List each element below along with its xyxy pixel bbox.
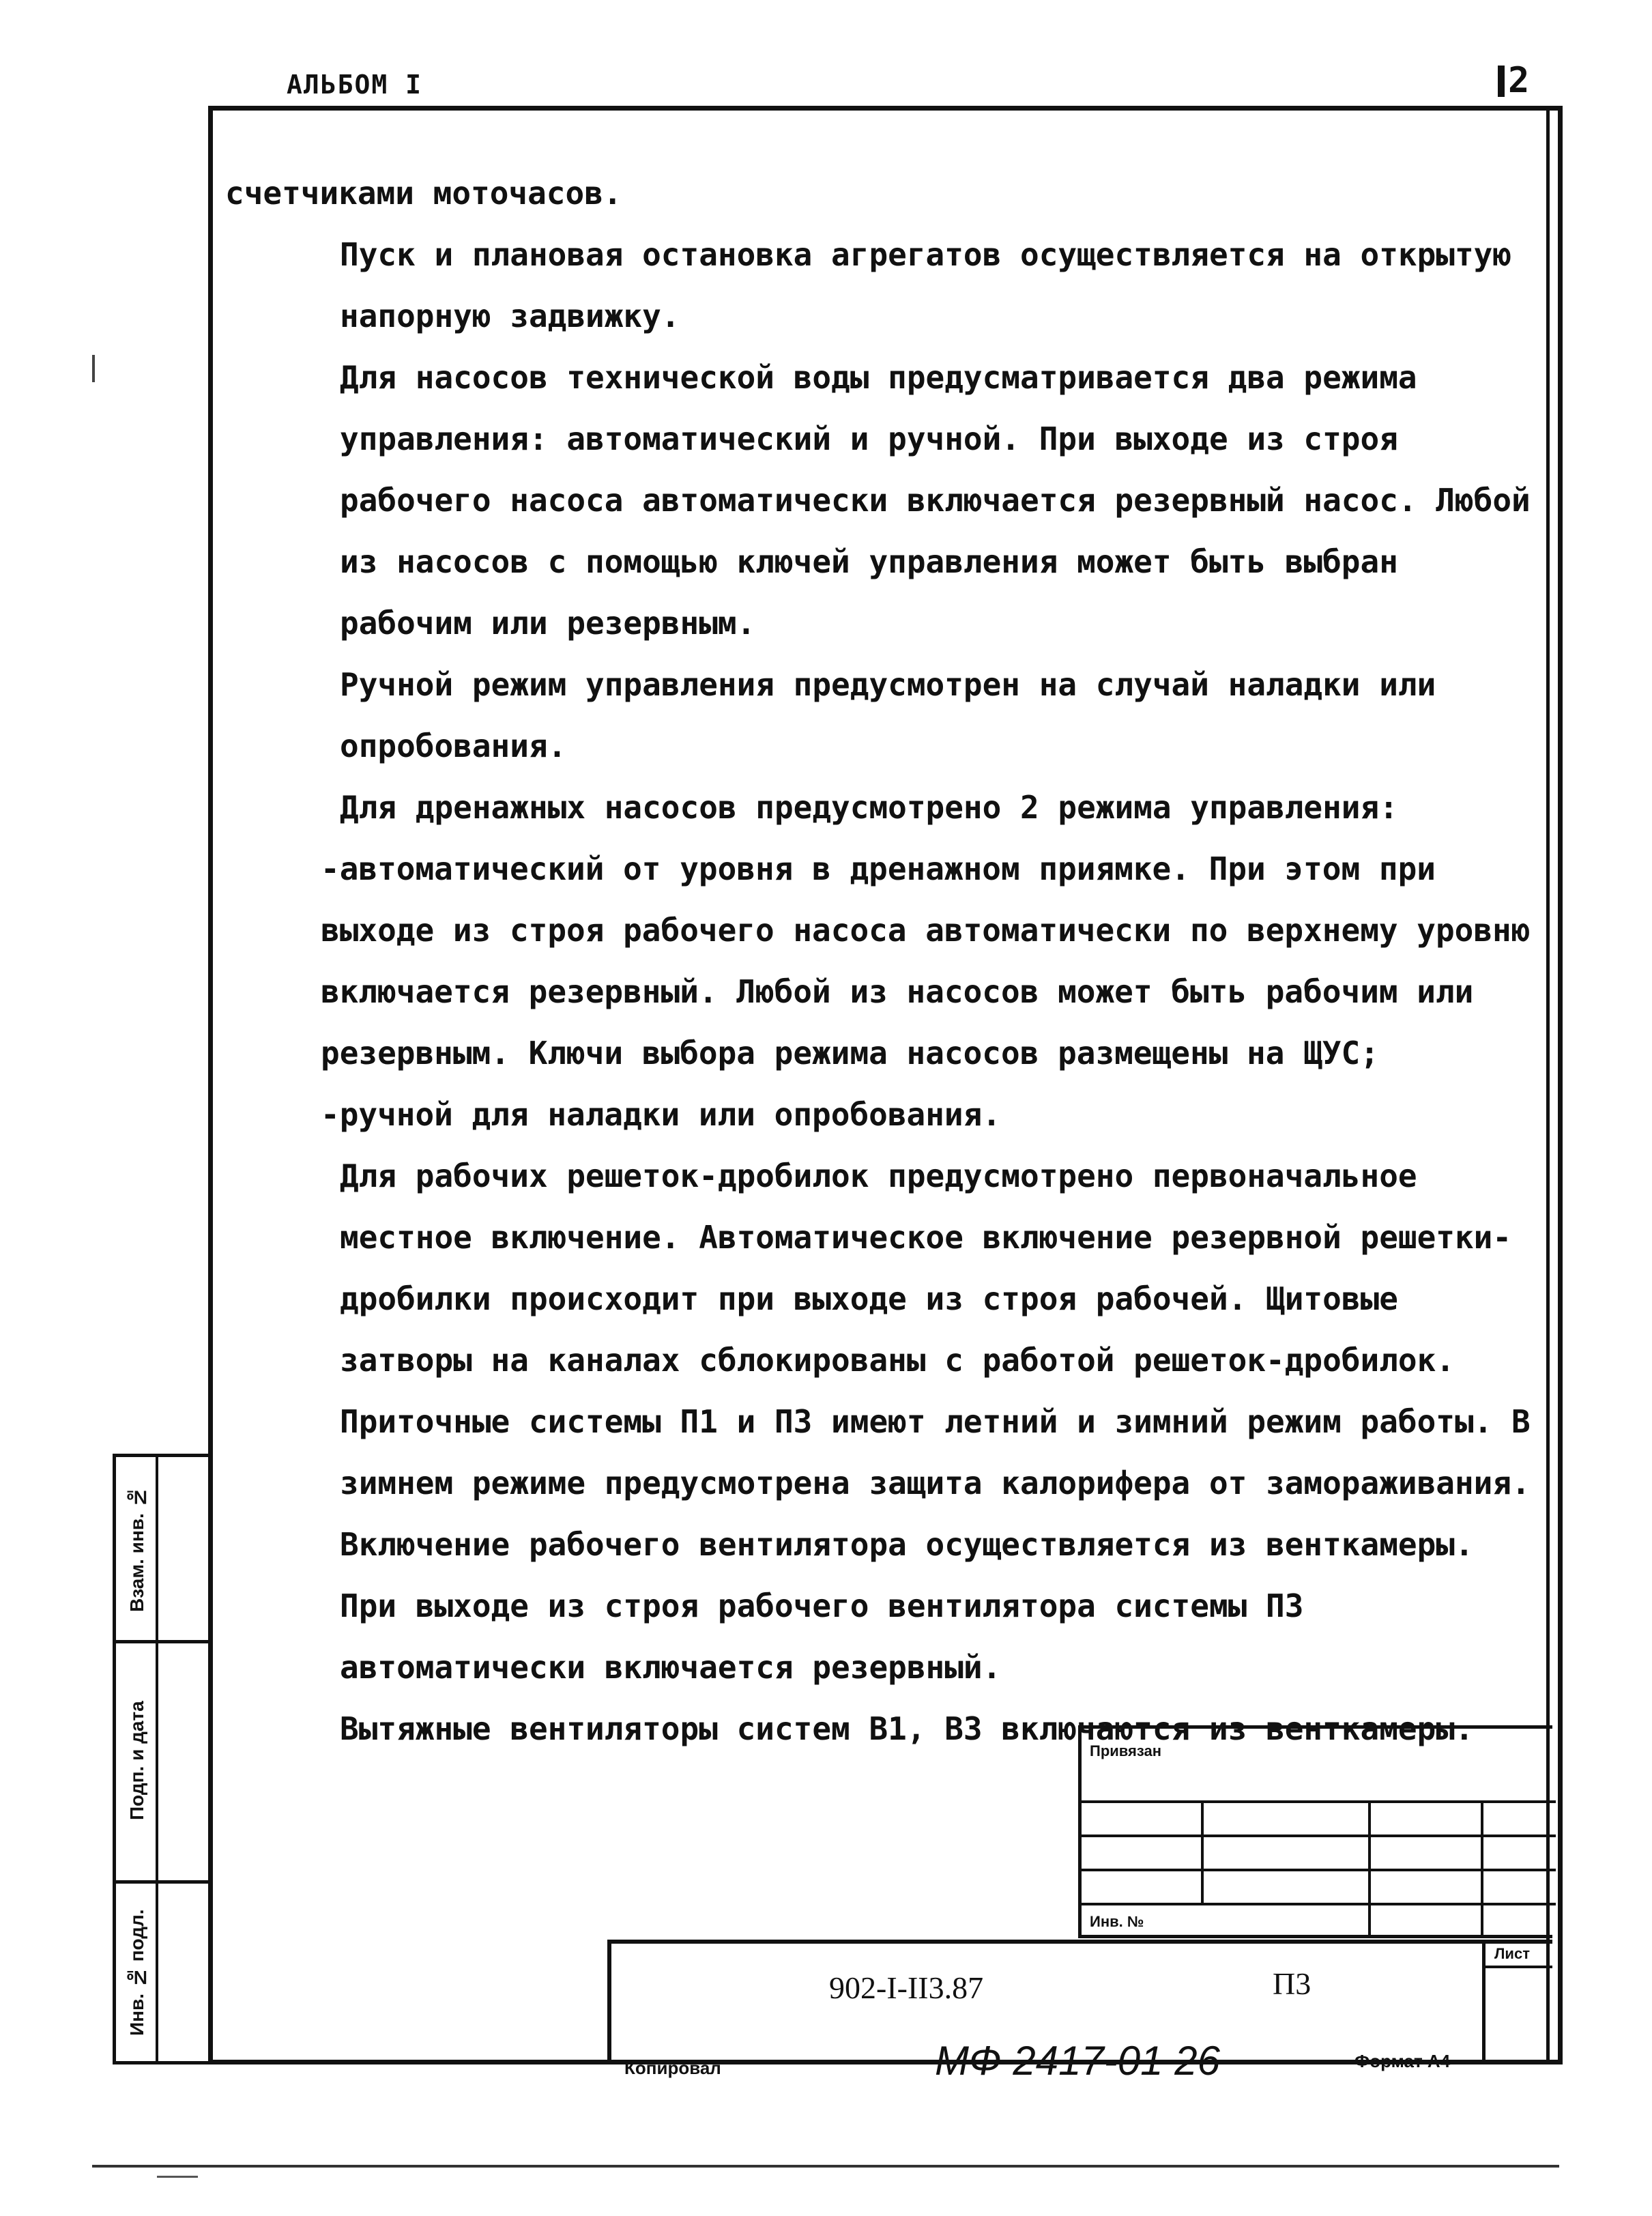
paragraph-2: Пуск и плановая остановка агрегатов осуществляется на открытую напорную задвижку.: [340, 236, 1512, 334]
margin-divider: [116, 1640, 208, 1643]
sheet-number: 2: [1508, 60, 1530, 101]
document-code: 902-I-II3.87: [829, 1970, 984, 2005]
paragraph-5: Для дренажных насосов предусмотрено 2 режима управления:: [340, 789, 1398, 826]
document-body: [225, 162, 1542, 1759]
paragraph-4: Ручной режим управления предусмотрен на случай наладки или опробования.: [340, 666, 1436, 764]
tb-line: [1482, 1966, 1552, 1968]
signature-date-label: Подп. и дата: [126, 1701, 147, 1821]
album-header: АЛЬБОМ I: [287, 70, 423, 100]
margin-divider: [116, 1880, 208, 1884]
title-block-upper: [1078, 1725, 1552, 1938]
tb-line: [1368, 1800, 1371, 1937]
margin-stamp: [113, 1454, 208, 2064]
corner-mark: [1498, 66, 1505, 97]
paragraph-3: Для насосов технической воды предусматривается два режима управления: автоматический и ручной. При выходе из строя рабочего насоса автоматически включается резервный насос. Любой из насосов с помощью ключей управления может быть выбран рабочим или резервным.: [340, 359, 1531, 642]
inv-no-label: Инв. №: [1090, 1913, 1144, 1930]
bottom-tick: [157, 2176, 198, 2178]
tb-line: [1481, 1800, 1483, 1937]
original-inv-label: Инв. № подл.: [126, 1909, 147, 2036]
bottom-rule: [92, 2165, 1559, 2168]
section-code: П3: [1273, 1966, 1312, 2001]
paragraph-10: Вытяжные вентиляторы систем В1, В3 включаются из венткамеры.: [340, 1710, 1474, 1747]
margin-mark: [92, 355, 102, 382]
paragraph-8: Для рабочих решеток-дробилок предусмотрено первоначальное местное включение. Автоматическое включение резервной решетки-дробилки происходит при выходе из строя рабочей. Щитовые затворы на каналах сблокированы с работой решеток-дробилок.: [340, 1157, 1512, 1379]
paragraph-7: -ручной для наладки или опробования.: [321, 1096, 1001, 1133]
format-label: Формат А4: [1354, 2051, 1451, 2071]
copied-by-label: Копировал: [624, 2058, 721, 2078]
tb-line: [1082, 1903, 1556, 1905]
tb-line: [1082, 1800, 1556, 1803]
sheet-label: Лист: [1494, 1945, 1530, 1962]
tb-line: [1082, 1834, 1556, 1837]
archive-stamp: МФ 2417-01 26: [935, 2038, 1220, 2084]
paragraph-6: -автоматический от уровня в дренажном приямке. При этом при выходе из строя рабочего насоса автоматически по верхнему уровню включается резервный. Любой из насосов может быть рабочим или резервным. Ключи выбора режима насосов размещены на ЩУС;: [321, 850, 1531, 1071]
tb-line: [1201, 1800, 1204, 1903]
paragraph-9: Приточные системы П1 и П3 имеют летний и зимний режим работы. В зимнем режиме предусмотрена защита калорифера от замораживания. Включение рабочего вентилятора осуществляется из венткамеры. При выходе из строя рабочего вентилятора системы П3 автоматически включается резервный.: [340, 1403, 1531, 1686]
tb-line: [1082, 1869, 1556, 1871]
paragraph-1: счетчиками моточасов.: [225, 175, 622, 212]
replaced-inv-label: Взам. инв. №: [126, 1486, 147, 1612]
linked-label: Привязан: [1090, 1742, 1162, 1759]
